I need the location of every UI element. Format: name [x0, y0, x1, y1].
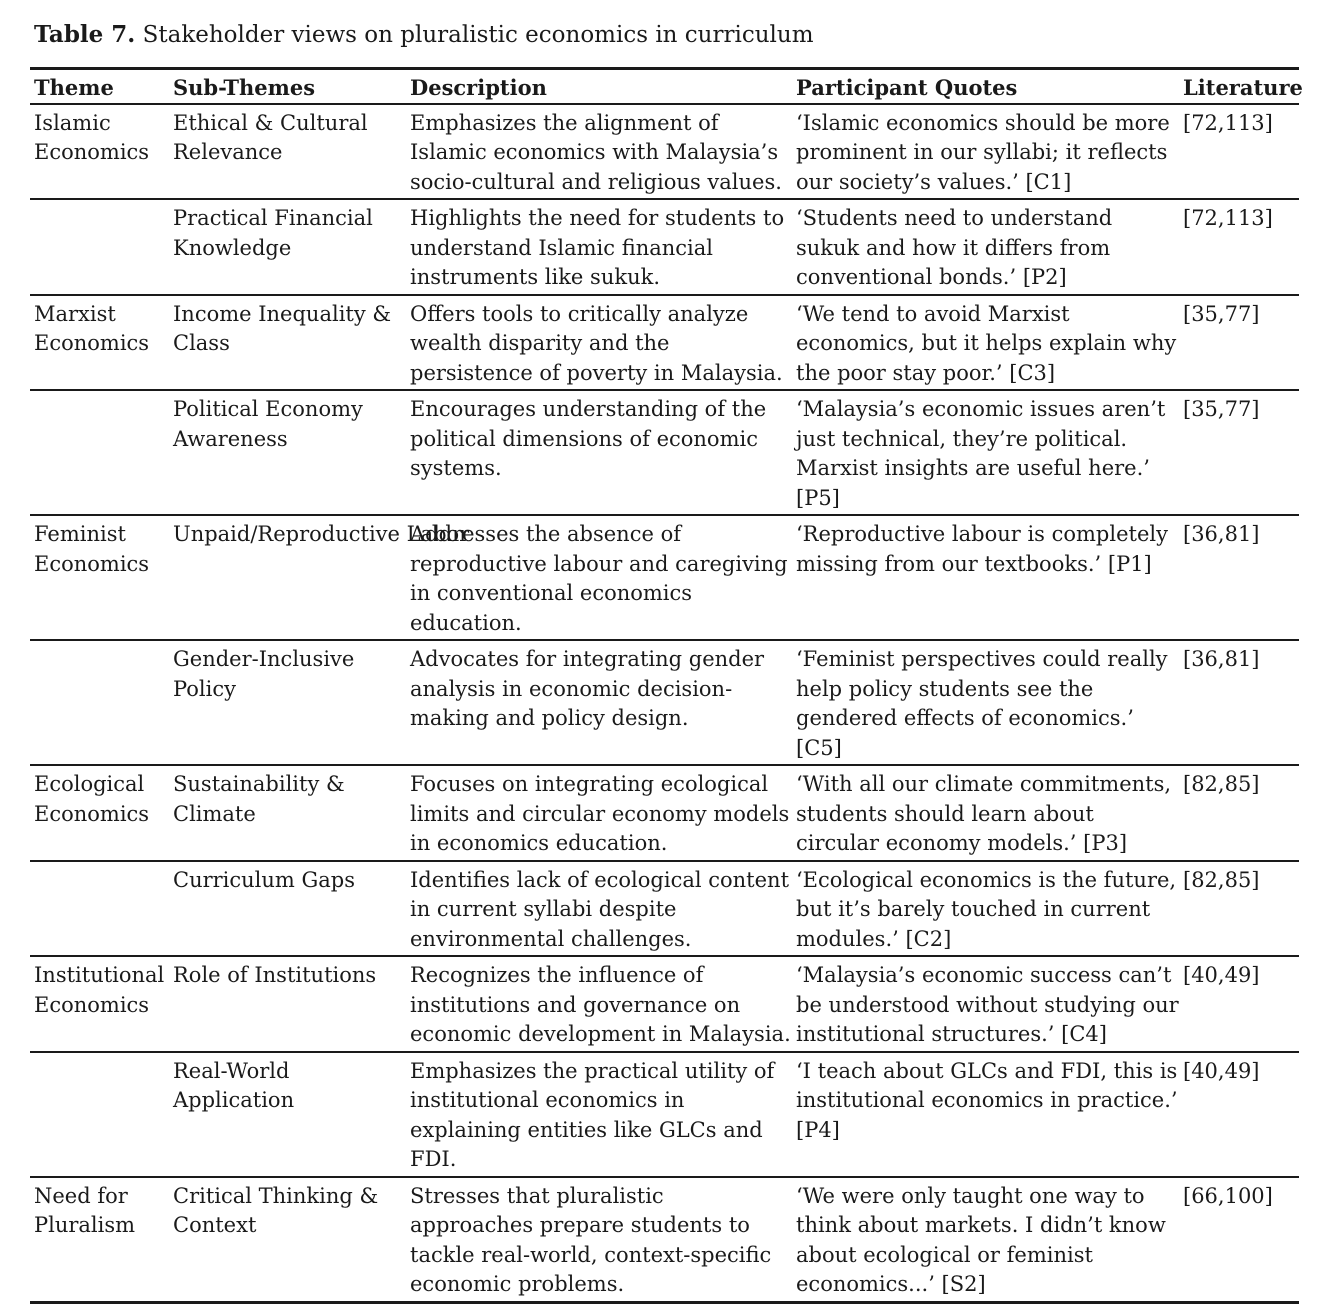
- literature-cell: [36,81]: [1183, 522, 1260, 546]
- table-header-row: [30, 69, 1299, 104]
- subtheme-cell: Real-World Application: [173, 1058, 295, 1112]
- theme-cell: Islamic Economics: [34, 110, 150, 164]
- literature-cell: [72,113]: [1183, 110, 1273, 135]
- theme-cell: Institutional Economics: [34, 963, 165, 1017]
- table-title: Stakeholder views on pluralistic economics in curriculum: [142, 22, 814, 48]
- table-row: [30, 199, 1299, 295]
- header-theme: Theme: [34, 75, 114, 100]
- subtheme-cell: Critical Thinking & Context: [173, 1183, 379, 1237]
- theme-cell: Ecological Economics: [34, 772, 150, 826]
- subtheme-cell: Gender-Inclusive Policy: [173, 647, 355, 701]
- quote-cell: ‘With all our climate commitments, students should learn about circular economy models.’ [P3]: [796, 772, 1172, 855]
- description-cell: Offers tools to critically analyze wealth disparity and the persistence of poverty in Malaysia.: [410, 301, 783, 385]
- description-cell: Encourages understanding of the political dimensions of economic systems.: [410, 397, 767, 480]
- literature-cell: [82,85]: [1183, 867, 1260, 892]
- description-cell: Addresses the absence of reproductive labour and caregiving in conventional economics education.: [410, 522, 788, 635]
- theme-cell: Marxist Economics: [34, 301, 150, 355]
- quote-cell: ‘Ecological economics is the future, but it’s barely touched in current modules.’ [C2]: [796, 867, 1177, 951]
- quote-cell: ‘Feminist perspectives could really help policy students see the gendered effects of economics.’ [C5]: [796, 647, 1168, 760]
- theme-cell: [30, 390, 169, 515]
- table-row: [30, 640, 1299, 765]
- table-row: [30, 295, 1299, 391]
- table-row: [30, 1177, 1299, 1303]
- quote-cell: ‘Reproductive labour is completely missing from our textbooks.’ [P1]: [796, 522, 1168, 576]
- literature-cell: [82,85]: [1183, 772, 1260, 796]
- description-cell: Identifies lack of ecological content in current syllabi despite environmental challenges.: [410, 867, 790, 951]
- table-row: [30, 515, 1299, 640]
- literature-cell: [35,77]: [1183, 301, 1260, 326]
- header-literature: Literature: [1183, 75, 1303, 100]
- subtheme-cell: Curriculum Gaps: [173, 867, 356, 892]
- quote-cell: ‘We were only taught one way to think about markets. I didn’t know about ecological or feminist economics...’ [S2]: [796, 1183, 1166, 1296]
- header-sub-themes: Sub-Themes: [173, 75, 316, 100]
- literature-cell: [66,100]: [1183, 1183, 1273, 1208]
- quote-cell: ‘I teach about GLCs and FDI, this is institutional economics in practice.’ [P4]: [796, 1058, 1178, 1142]
- quote-cell: ‘Malaysia’s economic success can’t be understood without studying our institutional structures.’ [C4]: [796, 963, 1179, 1046]
- literature-cell: [40,49]: [1183, 1058, 1260, 1083]
- literature-cell: [36,81]: [1183, 647, 1260, 671]
- table-row: [30, 956, 1299, 1052]
- quote-cell: ‘Islamic economics should be more prominent in our syllabi; it reflects our society’s values.’ [C1]: [796, 110, 1170, 194]
- quote-cell: ‘We tend to avoid Marxist economics, but it helps explain why the poor stay poor.’ [C3]: [796, 301, 1177, 385]
- theme-cell: [30, 640, 169, 765]
- quote-cell: ‘Students need to understand sukuk and how it differs from conventional bonds.’ [P2]: [796, 206, 1113, 289]
- theme-cell: [30, 861, 169, 957]
- stakeholder-views-table: [30, 67, 1303, 1304]
- table-row: [30, 765, 1299, 861]
- description-cell: Highlights the need for students to understand Islamic financial instruments like sukuk.: [410, 206, 785, 289]
- table-label: Table 7.: [34, 21, 136, 48]
- theme-cell: Feminist Economics: [34, 522, 150, 576]
- literature-cell: [72,113]: [1183, 206, 1273, 230]
- subtheme-cell: Income Inequality & Class: [173, 301, 392, 355]
- subtheme-cell: Sustainability & Climate: [173, 772, 345, 826]
- literature-cell: [40,49]: [1183, 963, 1260, 987]
- description-cell: Emphasizes the alignment of Islamic economics with Malaysia’s socio-cultural and religious values.: [410, 110, 782, 194]
- description-cell: Advocates for integrating gender analysis in economic decision-making and policy design.: [410, 647, 765, 730]
- subtheme-cell: Ethical & Cultural Relevance: [173, 110, 368, 164]
- literature-cell: [35,77]: [1183, 397, 1260, 421]
- description-cell: Stresses that pluralistic approaches prepare students to tackle real-world, context-specific economic problems.: [410, 1183, 772, 1296]
- subtheme-cell: Unpaid/Reproductive Labor: [173, 522, 470, 546]
- table-row: [30, 861, 1299, 957]
- table-row: [30, 1052, 1299, 1177]
- subtheme-cell: Practical Financial Knowledge: [173, 206, 373, 260]
- header-description: Description: [410, 75, 547, 100]
- subtheme-cell: Political Economy Awareness: [173, 397, 363, 451]
- theme-cell: Need for Pluralism: [34, 1183, 136, 1237]
- description-cell: Emphasizes the practical utility of institutional economics in explaining entities like GLCs and FDI.: [410, 1058, 775, 1171]
- table-caption: [34, 20, 814, 50]
- theme-cell: [30, 1052, 169, 1177]
- subtheme-cell: Role of Institutions: [173, 963, 377, 987]
- quote-cell: ‘Malaysia’s economic issues aren’t just technical, they’re political. Marxist insights are useful here.’ [P5]: [796, 397, 1166, 510]
- theme-cell: [30, 199, 169, 295]
- table-row: [30, 104, 1299, 200]
- header-participant-quotes: Participant Quotes: [796, 75, 1018, 100]
- description-cell: Recognizes the influence of institutions and governance on economic development in Malaysia.: [410, 963, 791, 1046]
- description-cell: Focuses on integrating ecological limits and circular economy models in economics education.: [410, 772, 790, 855]
- table-row: [30, 390, 1299, 515]
